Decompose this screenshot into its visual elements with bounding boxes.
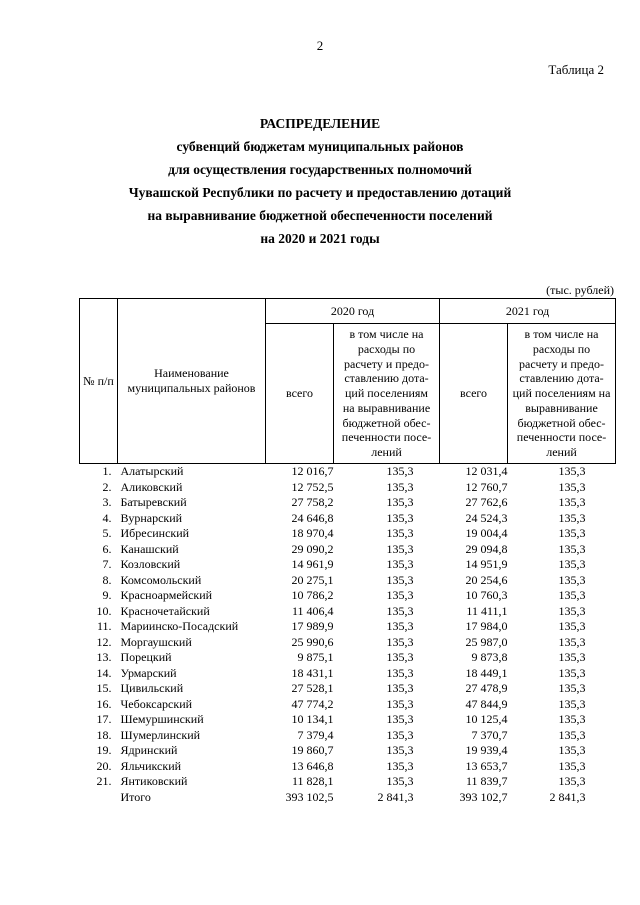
- header-year-2021: 2021 год: [440, 299, 616, 324]
- total-2021: 11 411,1: [466, 603, 508, 618]
- total-2020: 18 970,4: [291, 526, 334, 540]
- title-line: Чувашской Республики по расчету и предоставлению дотаций: [128, 185, 512, 200]
- district-name: Аликовский: [120, 479, 183, 494]
- total-2020: 10 134,1: [291, 712, 334, 726]
- subsidy-2020: 135,3: [386, 510, 414, 525]
- subsidy-2020: 135,3: [386, 758, 414, 773]
- district-name: Ядринский: [120, 743, 178, 757]
- district-name: Алатырский: [120, 464, 184, 478]
- subsidy-2020: 2 841,3: [377, 789, 414, 804]
- total-2020: 27 758,2: [291, 495, 334, 509]
- total-2020: 9 875,1: [297, 650, 334, 664]
- subsidy-2021: 135,3: [558, 619, 586, 633]
- total-2021: 27 762,6: [465, 495, 508, 509]
- row-number: 19.: [96, 743, 112, 757]
- table-label: Таблица 2: [548, 62, 604, 77]
- total-2020: 14 961,9: [291, 557, 334, 571]
- table-row: [80, 557, 616, 573]
- row-number: 17.: [96, 712, 112, 726]
- table-row: [80, 511, 616, 527]
- total-2021: 7 370,7: [471, 727, 508, 742]
- district-name: Порецкий: [120, 650, 172, 664]
- table-row: [80, 480, 616, 496]
- total-2021: 18 449,1: [465, 665, 508, 680]
- subsidy-2020: 135,3: [386, 557, 414, 571]
- total-2021: 14 951,9: [465, 557, 508, 571]
- subsidy-2021: 135,3: [558, 541, 586, 556]
- row-number: 8.: [102, 572, 112, 587]
- row-number: 3.: [102, 495, 112, 509]
- total-2021: 10 760,3: [465, 588, 508, 602]
- title-line: субвенций бюджетам муниципальных районов: [176, 139, 464, 154]
- table-row: [80, 712, 616, 728]
- district-name: Шумерлинский: [120, 727, 201, 742]
- total-2021: 25 987,0: [465, 634, 508, 649]
- subsidy-2020: 135,3: [386, 665, 414, 680]
- header-num: № п/п: [80, 299, 118, 464]
- table-row: [80, 604, 616, 620]
- district-name: Вурнарский: [120, 510, 183, 525]
- document-title: [0, 112, 640, 250]
- total-2020: 12 752,5: [291, 479, 334, 494]
- table-row: [80, 650, 616, 666]
- table-row: [80, 697, 616, 713]
- table-row: [80, 635, 616, 651]
- table-row: [80, 464, 616, 480]
- total-2020: 19 860,7: [291, 743, 334, 757]
- subsidy-2021: 135,3: [558, 634, 586, 649]
- subsidy-2020: 135,3: [386, 727, 414, 742]
- subsidy-2021: 135,3: [558, 557, 586, 571]
- total-2020: 11 828,1: [291, 774, 334, 788]
- table-row: [80, 619, 616, 635]
- subsidy-2021: 135,3: [558, 696, 586, 711]
- table-row: [80, 526, 616, 542]
- distribution-table: [79, 298, 616, 805]
- row-number: 21.: [96, 774, 112, 788]
- header-total-2021: всего: [440, 324, 508, 464]
- row-number: 14.: [96, 665, 112, 680]
- total-2021: 11 839,7: [465, 774, 508, 788]
- header-year-2020: 2020 год: [266, 299, 440, 324]
- header-total-2020: всего: [266, 324, 334, 464]
- subsidy-2021: 135,3: [558, 603, 586, 618]
- total-2020: 393 102,5: [285, 789, 334, 804]
- table-row: [80, 774, 616, 790]
- subsidy-2020: 135,3: [386, 464, 414, 478]
- subsidy-2020: 135,3: [386, 479, 414, 494]
- subsidy-2021: 135,3: [558, 712, 586, 726]
- total-2021: 17 984,0: [465, 619, 508, 633]
- total-2021: 29 094,8: [465, 541, 508, 556]
- total-2020: 25 990,6: [291, 634, 334, 649]
- district-name: Мариинско-Посадский: [120, 619, 239, 633]
- header-name: Наименование муниципальных районов: [118, 299, 266, 464]
- total-2021: 12 031,4: [465, 464, 508, 478]
- row-number: 18.: [96, 727, 112, 742]
- total-2021: 9 873,8: [471, 650, 508, 664]
- total-2020: 20 275,1: [291, 572, 334, 587]
- subsidy-2020: 135,3: [386, 743, 414, 757]
- title-line: на выравнивание бюджетной обеспеченности поселений: [147, 208, 493, 223]
- district-name: Янтиковский: [120, 774, 188, 788]
- subsidy-2021: 135,3: [558, 510, 586, 525]
- district-name: Итого: [120, 789, 151, 804]
- row-number: 9.: [102, 588, 112, 602]
- subsidy-2020: 135,3: [386, 588, 414, 602]
- district-name: Яльчикский: [120, 758, 182, 773]
- table-row: [80, 790, 616, 806]
- subsidy-2021: 2 841,3: [549, 789, 586, 804]
- total-2020: 27 528,1: [291, 681, 334, 695]
- district-name: Урмарский: [120, 665, 177, 680]
- total-2021: 13 653,7: [465, 758, 508, 773]
- total-2021: 20 254,6: [465, 572, 508, 587]
- subsidy-2021: 135,3: [558, 526, 586, 540]
- row-number: 13.: [96, 650, 112, 664]
- total-2020: 7 379,4: [297, 727, 334, 742]
- total-2021: 10 125,4: [465, 712, 508, 726]
- district-name: Ибресинский: [120, 526, 190, 540]
- total-2021: 47 844,9: [465, 696, 508, 711]
- subsidy-2020: 135,3: [386, 495, 414, 509]
- total-2021: 12 760,7: [465, 479, 508, 494]
- row-number: 6.: [102, 541, 112, 556]
- total-2020: 29 090,2: [291, 541, 334, 556]
- district-name: Козловский: [120, 557, 181, 571]
- row-number: 20.: [96, 758, 112, 773]
- subsidy-2020: 135,3: [386, 712, 414, 726]
- subsidy-2020: 135,3: [386, 696, 414, 711]
- units-label: (тыс. рублей): [546, 283, 614, 297]
- total-2021: 393 102,7: [459, 789, 508, 804]
- subsidy-2021: 135,3: [558, 681, 586, 695]
- row-number: 15.: [96, 681, 112, 695]
- subsidy-2020: 135,3: [386, 572, 414, 587]
- table-body: [80, 464, 616, 806]
- district-name: Красноармейский: [120, 588, 213, 602]
- district-name: Моргаушский: [120, 634, 192, 649]
- district-name: Канашский: [120, 541, 179, 556]
- title-line: для осуществления государственных полномочий: [168, 162, 472, 177]
- subsidy-2021: 135,3: [558, 464, 586, 478]
- subsidy-2021: 135,3: [558, 588, 586, 602]
- total-2021: 27 478,9: [465, 681, 508, 695]
- subsidy-2021: 135,3: [558, 774, 586, 788]
- row-number: 2.: [102, 479, 112, 494]
- subsidy-2020: 135,3: [386, 774, 414, 788]
- total-2020: 24 646,8: [291, 510, 334, 525]
- table-row: [80, 728, 616, 744]
- table-row: [80, 542, 616, 558]
- table-row: [80, 588, 616, 604]
- table-row: [80, 495, 616, 511]
- district-name: Комсомольский: [120, 572, 202, 587]
- header-incl-2020: в том числе на расходы по расчету и предо-ставлению дота-ций поселениям на выравнивание бюджетной обес-печенности посе-лений: [334, 324, 440, 464]
- table-row: [80, 681, 616, 697]
- subsidy-2021: 135,3: [558, 665, 586, 680]
- row-number: 1.: [102, 464, 112, 478]
- table-row: [80, 573, 616, 589]
- subsidy-2020: 135,3: [386, 619, 414, 633]
- row-number: 16.: [96, 696, 112, 711]
- table-header: [80, 299, 616, 464]
- subsidy-2020: 135,3: [386, 650, 414, 664]
- subsidy-2021: 135,3: [558, 650, 586, 664]
- total-2020: 18 431,1: [291, 665, 334, 680]
- total-2020: 12 016,7: [291, 464, 334, 478]
- total-2021: 19 939,4: [465, 743, 508, 757]
- total-2021: 24 524,3: [465, 510, 508, 525]
- header-incl-2021: в том числе на расходы по расчету и предо-ставлению дота-ций поселениям на выравнивание бюджетной обес-печенности посе-лений: [508, 324, 616, 464]
- subsidy-2021: 135,3: [558, 758, 586, 773]
- total-2020: 47 774,2: [291, 696, 334, 711]
- subsidy-2020: 135,3: [386, 681, 414, 695]
- subsidy-2021: 135,3: [558, 479, 586, 494]
- district-name: Красночетайский: [120, 603, 210, 618]
- row-number: 7.: [102, 557, 112, 571]
- title-line: РАСПРЕДЕЛЕНИЕ: [259, 116, 381, 131]
- table-row: [80, 759, 616, 775]
- row-number: 11.: [96, 619, 112, 633]
- total-2020: 11 406,4: [291, 603, 334, 618]
- subsidy-2020: 135,3: [386, 634, 414, 649]
- subsidy-2021: 135,3: [558, 572, 586, 587]
- subsidy-2020: 135,3: [386, 603, 414, 618]
- total-2020: 17 989,9: [291, 619, 334, 633]
- total-2020: 10 786,2: [291, 588, 334, 602]
- subsidy-2021: 135,3: [558, 727, 586, 742]
- total-2020: 13 646,8: [291, 758, 334, 773]
- subsidy-2021: 135,3: [558, 495, 586, 509]
- table-row: [80, 666, 616, 682]
- title-line: на 2020 и 2021 годы: [260, 231, 380, 246]
- district-name: Батыревский: [120, 495, 187, 509]
- row-number: 12.: [96, 634, 112, 649]
- district-name: Цивильский: [120, 681, 184, 695]
- row-number: 4.: [102, 510, 112, 525]
- subsidy-2020: 135,3: [386, 526, 414, 540]
- table-row: [80, 743, 616, 759]
- page-number: 2: [316, 38, 324, 53]
- row-number: 5.: [102, 526, 112, 540]
- row-number: 10.: [96, 603, 112, 618]
- district-name: Чебоксарский: [120, 696, 193, 711]
- total-2021: 19 004,4: [465, 526, 508, 540]
- subsidy-2021: 135,3: [558, 743, 586, 757]
- subsidy-2020: 135,3: [386, 541, 414, 556]
- district-name: Шемуршинский: [120, 712, 204, 726]
- row-number: [80, 790, 118, 806]
